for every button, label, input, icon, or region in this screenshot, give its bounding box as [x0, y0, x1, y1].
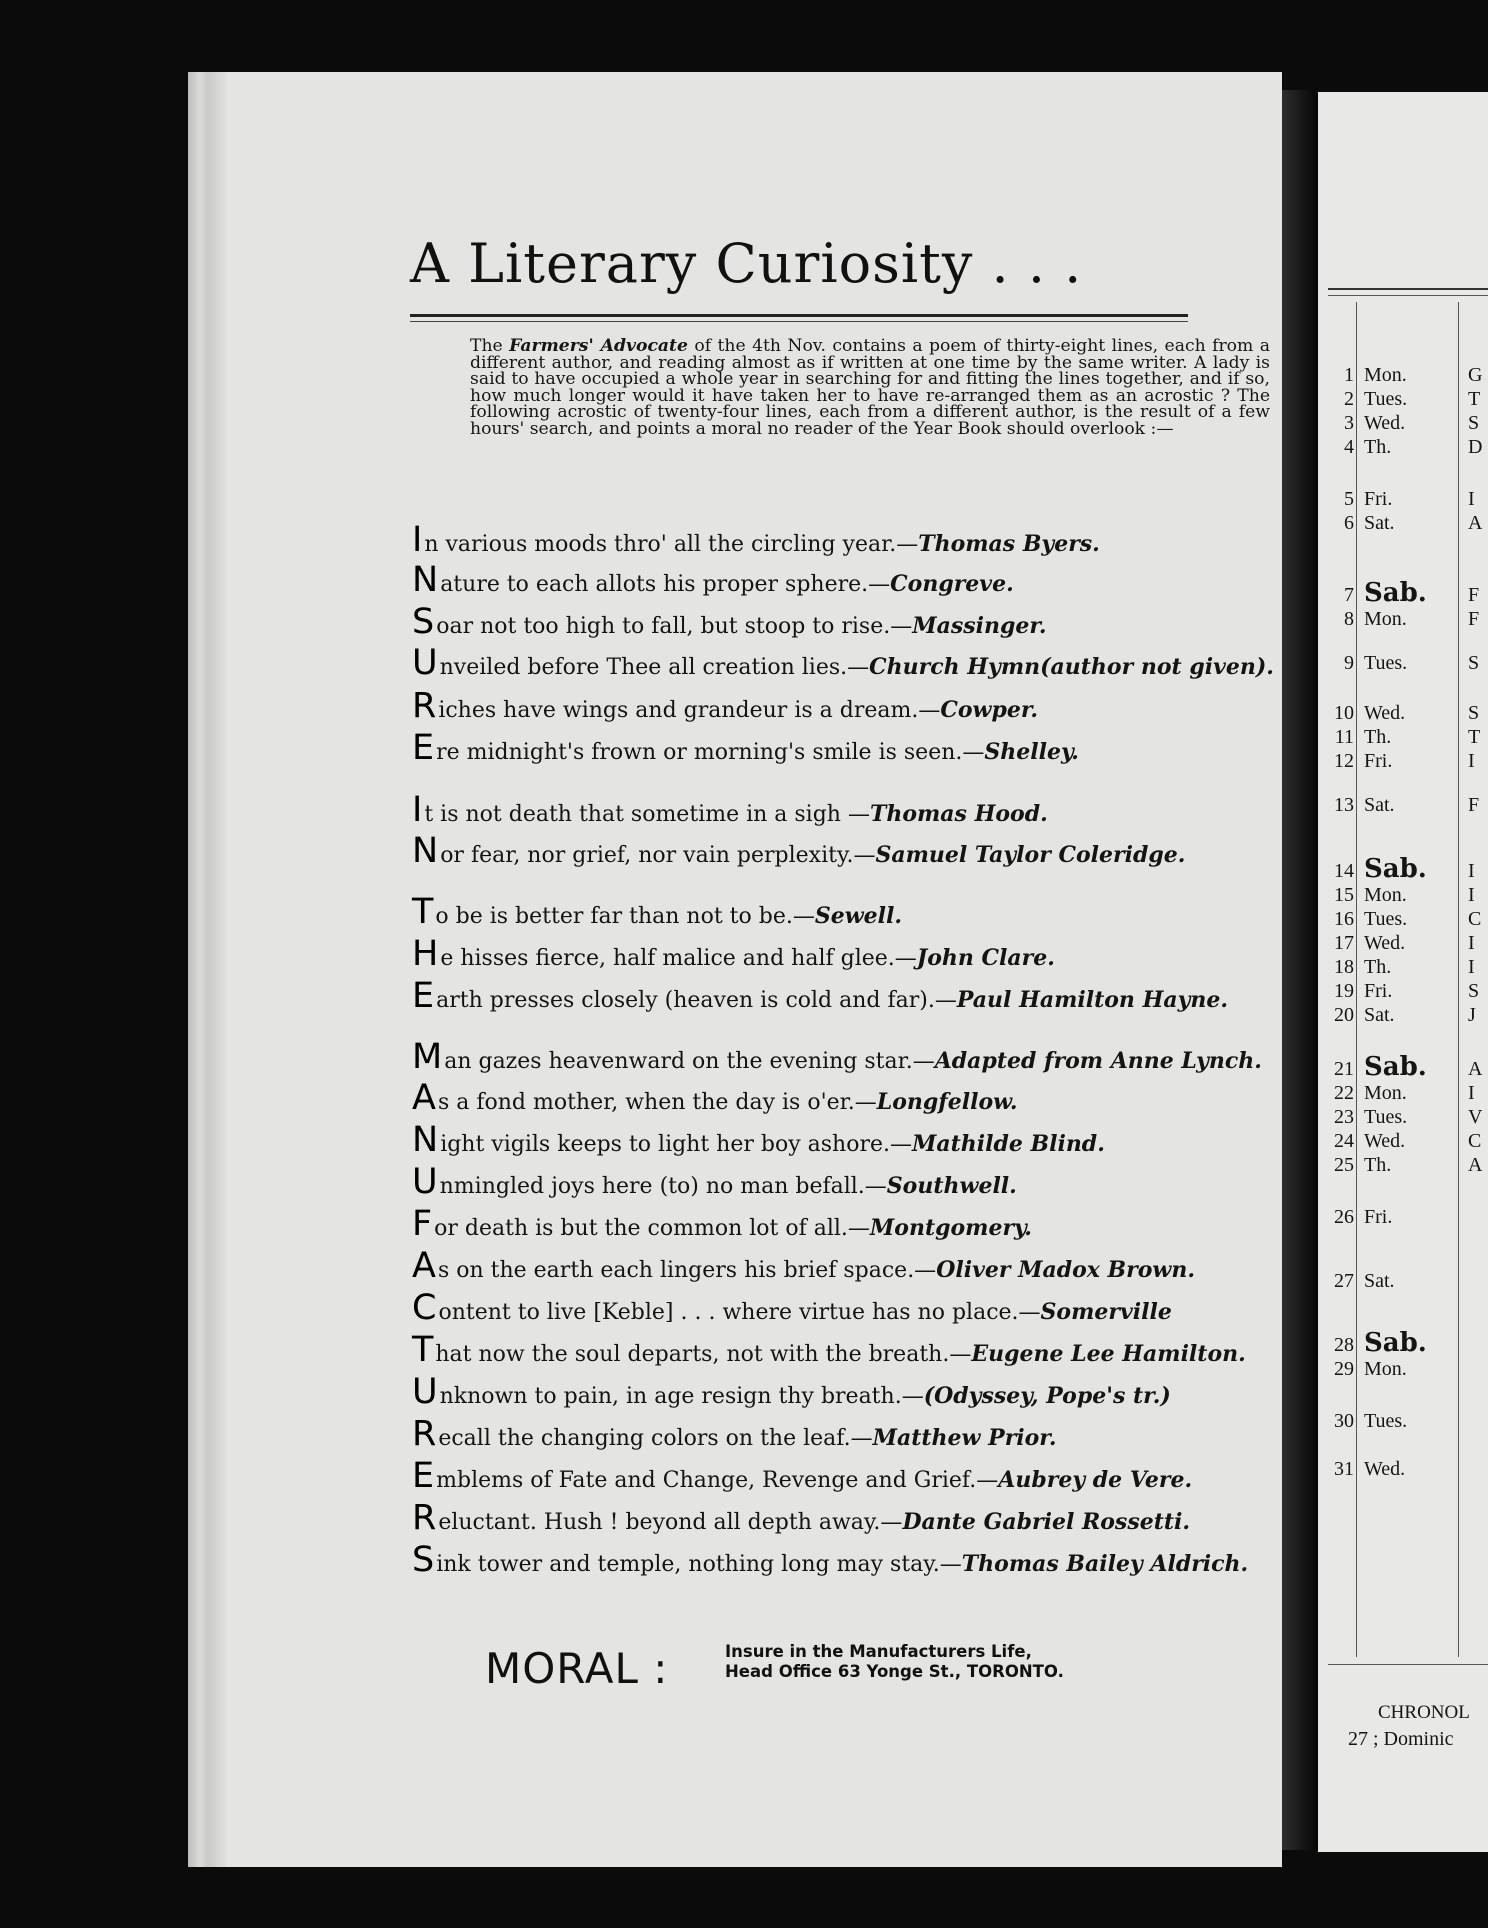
calendar-weekday: Sab.: [1364, 1052, 1427, 1082]
calendar-date: 19: [1334, 980, 1354, 1002]
calendar-weekday: Tues.: [1364, 1410, 1408, 1432]
acrostic-line: [412, 560, 1014, 600]
calendar-weekday: Wed.: [1364, 702, 1406, 724]
acrostic-line: [412, 1456, 1192, 1496]
line-text: hat now the soul departs, not with the breath.—: [435, 1342, 972, 1367]
acrostic-line: [412, 892, 902, 932]
acrostic-line: [412, 976, 1228, 1016]
calendar-weekday: Sab.: [1364, 578, 1427, 608]
acrostic-line: [412, 790, 1048, 830]
calendar-row: [1318, 578, 1488, 608]
calendar-date: 13: [1334, 794, 1354, 816]
calendar-event: A: [1468, 1058, 1483, 1080]
calendar-event: I: [1468, 956, 1475, 978]
acrostic-initial: R: [412, 1498, 437, 1538]
line-text: or death is but the common lot of all.—: [434, 1216, 870, 1241]
acrostic-initial: C: [412, 1288, 437, 1328]
calendar-event: S: [1468, 702, 1480, 724]
calendar-date: 16: [1334, 908, 1354, 930]
line-text: nmingled joys here (to) no man befall.—: [439, 1174, 887, 1199]
calendar-event: I: [1468, 860, 1475, 882]
line-text: s a fond mother, when the day is o'er.—: [437, 1090, 877, 1115]
calendar-weekday: Fri.: [1364, 750, 1393, 772]
line-author: Samuel Taylor Coleridge.: [875, 842, 1186, 868]
moral-line-2: Head Office 63 Yonge St., TORONTO.: [725, 1662, 1064, 1681]
calendar-row: [1318, 1082, 1488, 1106]
calendar-rule-thin: [1328, 295, 1488, 296]
line-author: Thomas Hood.: [869, 801, 1048, 827]
acrostic-initial: N: [412, 831, 439, 871]
calendar-row: [1318, 794, 1488, 818]
calendar-date: 10: [1334, 702, 1354, 724]
calendar-weekday: Tues.: [1364, 1106, 1408, 1128]
line-author: Thomas Byers.: [918, 531, 1100, 557]
acrostic-line: [412, 1372, 1171, 1412]
line-text: s on the earth each lingers his brief space.—: [437, 1258, 937, 1283]
title-rule: [410, 314, 1188, 317]
line-text: mblems of Fate and Change, Revenge and Grief.—: [436, 1468, 999, 1493]
calendar-weekday: Sat.: [1364, 1270, 1395, 1292]
calendar-event: I: [1468, 1082, 1475, 1104]
calendar-weekday: Tues.: [1364, 652, 1408, 674]
line-text: ecall the changing colors on the leaf.—: [438, 1426, 873, 1451]
chronology-heading: CHRONOL: [1378, 1702, 1470, 1723]
acrostic-line: [412, 1120, 1105, 1160]
line-text: ink tower and temple, nothing long may stay.—: [436, 1552, 962, 1577]
intro-text-start: The: [470, 336, 510, 356]
calendar-event: A: [1468, 512, 1483, 534]
line-author: Southwell.: [886, 1173, 1017, 1199]
calendar-event: D: [1468, 436, 1483, 458]
calendar-date: 31: [1334, 1458, 1354, 1480]
calendar-event: C: [1468, 908, 1482, 930]
acrostic-initial: E: [412, 976, 435, 1016]
acrostic-initial: S: [412, 1540, 435, 1580]
line-author: (Odyssey, Pope's tr.): [923, 1383, 1171, 1409]
acrostic-line: [412, 831, 1185, 871]
calendar-weekday: Wed.: [1364, 932, 1406, 954]
calendar-date: 4: [1344, 436, 1354, 458]
line-author: Congreve.: [890, 571, 1014, 597]
line-author: Adapted from Anne Lynch.: [934, 1048, 1262, 1074]
moral-line-1: Insure in the Manufacturers Life,: [725, 1642, 1032, 1661]
calendar-event: G: [1468, 364, 1483, 386]
acrostic-line: [412, 520, 1100, 560]
calendar-date: 21: [1334, 1058, 1354, 1080]
calendar-event: S: [1468, 412, 1480, 434]
calendar-row: [1318, 364, 1488, 388]
line-text: iches have wings and grandeur is a dream.—: [438, 698, 941, 723]
acrostic-initial: U: [412, 1162, 438, 1202]
line-author: Longfellow.: [876, 1089, 1018, 1115]
line-author: John Clare.: [916, 945, 1055, 971]
calendar-date: 28: [1334, 1334, 1354, 1356]
calendar-row: [1318, 1328, 1488, 1358]
calendar-weekday: Tues.: [1364, 388, 1408, 410]
line-author: Mathilde Blind.: [911, 1131, 1105, 1157]
page-title: A Literary Curiosity . . .: [410, 232, 1083, 295]
line-author: Sewell.: [814, 903, 903, 929]
calendar-event: J: [1468, 1004, 1476, 1026]
calendar-date: 12: [1334, 750, 1354, 772]
calendar-weekday: Th.: [1364, 1154, 1392, 1176]
calendar-date: 23: [1334, 1106, 1354, 1128]
page-edge: [188, 72, 228, 1867]
acrostic-initial: E: [412, 728, 435, 768]
calendar-event: F: [1468, 584, 1480, 606]
title-rule-thin: [410, 321, 1188, 322]
calendar-row: [1318, 884, 1488, 908]
calendar-weekday: Mon.: [1364, 608, 1407, 630]
acrostic-line: [412, 1037, 1262, 1077]
calendar-row: [1318, 1206, 1488, 1230]
acrostic-line: [412, 728, 1079, 768]
calendar-weekday: Mon.: [1364, 884, 1407, 906]
moral-text: [725, 1642, 1064, 1682]
line-text: e hisses fierce, half malice and half glee.—: [440, 946, 917, 971]
line-text: arth presses closely (heaven is cold and far).—: [436, 988, 957, 1013]
calendar-row: [1318, 980, 1488, 1004]
calendar-row: [1318, 750, 1488, 774]
acrostic-initial: A: [412, 1246, 436, 1286]
line-text: nknown to pain, in age resign thy breath.—: [439, 1384, 924, 1409]
acrostic-initial: H: [412, 934, 439, 974]
calendar-date: 25: [1334, 1154, 1354, 1176]
calendar-weekday: Tues.: [1364, 908, 1408, 930]
calendar-event: I: [1468, 932, 1475, 954]
calendar-date: 3: [1344, 412, 1354, 434]
calendar-weekday: Mon.: [1364, 364, 1407, 386]
line-text: n various moods thro' all the circling year.—: [424, 532, 919, 557]
line-text: re midnight's frown or morning's smile is seen.—: [436, 740, 985, 765]
moral-block: [485, 1642, 1064, 1693]
line-text: t is not death that sometime in a sigh —: [424, 802, 870, 827]
acrostic-initial: I: [412, 520, 423, 560]
calendar-date: 22: [1334, 1082, 1354, 1104]
acrostic-line: [412, 934, 1055, 974]
acrostic-initial: S: [412, 602, 435, 642]
calendar-weekday: Sat.: [1364, 1004, 1395, 1026]
calendar-weekday: Fri.: [1364, 980, 1393, 1002]
line-text: or fear, nor grief, nor vain perplexity.—: [440, 843, 876, 868]
calendar-row: [1318, 412, 1488, 436]
calendar-event: F: [1468, 608, 1480, 630]
line-text: oar not too high to fall, but stoop to rise.—: [436, 614, 913, 639]
calendar-date: 15: [1334, 884, 1354, 906]
calendar-weekday: Sab.: [1364, 1328, 1427, 1358]
calendar-row: [1318, 702, 1488, 726]
line-text: ight vigils keeps to light her boy ashore.—: [440, 1132, 912, 1157]
calendar-bottom-rule: [1328, 1664, 1488, 1665]
calendar-row: [1318, 956, 1488, 980]
calendar-weekday: Sat.: [1364, 794, 1395, 816]
acrostic-line: [412, 602, 1047, 642]
calendar-weekday: Mon.: [1364, 1358, 1407, 1380]
calendar-date: 30: [1334, 1410, 1354, 1432]
line-author: Montgomery.: [869, 1215, 1032, 1241]
calendar-date: 5: [1344, 488, 1354, 510]
acrostic-line: [412, 1540, 1248, 1580]
line-author: Somerville: [1040, 1299, 1172, 1325]
line-text: ature to each allots his proper sphere.—: [440, 572, 891, 597]
calendar-row: [1318, 1358, 1488, 1382]
calendar-weekday: Th.: [1364, 726, 1392, 748]
calendar-weekday: Th.: [1364, 436, 1392, 458]
calendar-weekday: Wed.: [1364, 1458, 1406, 1480]
line-author: Church Hymn(author not given).: [869, 654, 1274, 680]
line-author: Thomas Bailey Aldrich.: [961, 1551, 1249, 1577]
acrostic-line: [412, 1246, 1195, 1286]
book-gutter: [1282, 90, 1318, 1850]
calendar-row: [1318, 1410, 1488, 1434]
calendar-date: 6: [1344, 512, 1354, 534]
calendar-row: [1318, 1106, 1488, 1130]
acrostic-initial: U: [412, 643, 438, 683]
calendar-weekday: Th.: [1364, 956, 1392, 978]
line-author: Aubrey de Vere.: [998, 1467, 1193, 1493]
acrostic-line: [412, 1078, 1018, 1118]
acrostic-initial: T: [412, 892, 434, 932]
publication-name: Farmers' Advocate: [509, 336, 688, 356]
line-author: Dante Gabriel Rossetti.: [902, 1509, 1191, 1535]
acrostic-initial: T: [412, 1330, 434, 1370]
acrostic-line: [412, 1498, 1190, 1538]
calendar-weekday: Fri.: [1364, 1206, 1393, 1228]
calendar-event: I: [1468, 884, 1475, 906]
intro-paragraph: [470, 338, 1270, 437]
calendar-row: [1318, 726, 1488, 750]
calendar-event: I: [1468, 750, 1475, 772]
calendar-date: 27: [1334, 1270, 1354, 1292]
line-author: Eugene Lee Hamilton.: [971, 1341, 1246, 1367]
acrostic-line: [412, 1288, 1172, 1328]
calendar-row: [1318, 1270, 1488, 1294]
intro-text-rest: of the 4th Nov. contains a poem of thirty-eight lines, each from a different author, and reading almost as if written at one time by the same writer. A lady is said to have occupied a whole year in searching for and fitting the lines together, and if so, how much longer would it have taken her to have re-arranged them as an acrostic ? The following acrostic of twenty-four lines, each from a different author, is the result of a few hours' search, and points a moral no reader of the Year Book should overlook :—: [470, 336, 1270, 439]
line-text: ontent to live [Keble] . . . where virtue has no place.—: [438, 1300, 1041, 1325]
line-author: Massinger.: [912, 613, 1047, 639]
calendar-event: S: [1468, 652, 1480, 674]
calendar-row: [1318, 1154, 1488, 1178]
calendar-date: 20: [1334, 1004, 1354, 1026]
acrostic-initial: R: [412, 686, 437, 726]
calendar-rule: [1328, 288, 1488, 290]
line-author: Paul Hamilton Hayne.: [956, 987, 1229, 1013]
acrostic-line: [412, 686, 1038, 726]
acrostic-line: [412, 1414, 1057, 1454]
acrostic-initial: U: [412, 1372, 438, 1412]
acrostic-initial: E: [412, 1456, 435, 1496]
acrostic-initial: R: [412, 1414, 437, 1454]
calendar-event: S: [1468, 980, 1480, 1002]
acrostic-line: [412, 1330, 1246, 1370]
calendar-date: 26: [1334, 1206, 1354, 1228]
calendar-date: 1: [1344, 364, 1354, 386]
acrostic-initial: M: [412, 1037, 443, 1077]
line-text: an gazes heavenward on the evening star.—: [444, 1049, 935, 1074]
acrostic-initial: N: [412, 560, 439, 600]
calendar-row: [1318, 652, 1488, 676]
acrostic-line: [412, 1162, 1017, 1202]
calendar-date: 29: [1334, 1358, 1354, 1380]
acrostic-initial: A: [412, 1078, 436, 1118]
calendar-date: 17: [1334, 932, 1354, 954]
calendar-row: [1318, 1052, 1488, 1082]
calendar-date: 8: [1344, 608, 1354, 630]
line-author: Matthew Prior.: [872, 1425, 1057, 1451]
acrostic-line: [412, 643, 1274, 683]
acrostic-initial: N: [412, 1120, 439, 1160]
calendar-event: T: [1468, 726, 1481, 748]
calendar-weekday: Sab.: [1364, 854, 1427, 884]
calendar-row: [1318, 436, 1488, 460]
line-text: eluctant. Hush ! beyond all depth away.—: [438, 1510, 903, 1535]
acrostic-initial: I: [412, 790, 423, 830]
calendar-row: [1318, 388, 1488, 412]
moral-label: MORAL :: [485, 1644, 669, 1693]
calendar-row: [1318, 1458, 1488, 1482]
calendar-row: [1318, 1004, 1488, 1028]
calendar-event: A: [1468, 1154, 1483, 1176]
calendar-page: [1318, 92, 1488, 1852]
line-text: nveiled before Thee all creation lies.—: [439, 655, 870, 680]
calendar-row: [1318, 608, 1488, 632]
calendar-weekday: Mon.: [1364, 1082, 1407, 1104]
calendar-weekday: Wed.: [1364, 1130, 1406, 1152]
calendar-date: 24: [1334, 1130, 1354, 1152]
chronology-text: 27 ; Dominic: [1348, 1728, 1454, 1750]
acrostic-line: [412, 1204, 1032, 1244]
calendar-date: 2: [1344, 388, 1354, 410]
calendar-event: C: [1468, 1130, 1482, 1152]
calendar-weekday: Sat.: [1364, 512, 1395, 534]
calendar-date: 18: [1334, 956, 1354, 978]
calendar-weekday: Fri.: [1364, 488, 1393, 510]
calendar-weekday: Wed.: [1364, 412, 1406, 434]
calendar-date: 7: [1344, 584, 1354, 606]
calendar-row: [1318, 854, 1488, 884]
calendar-date: 11: [1334, 726, 1354, 748]
calendar-event: F: [1468, 794, 1480, 816]
calendar-row: [1318, 488, 1488, 512]
calendar-event: I: [1468, 488, 1475, 510]
calendar-row: [1318, 512, 1488, 536]
line-author: Cowper.: [940, 697, 1039, 723]
calendar-event: T: [1468, 388, 1481, 410]
calendar-row: [1318, 908, 1488, 932]
acrostic-initial: F: [412, 1204, 433, 1244]
line-text: o be is better far than not to be.—: [435, 904, 815, 929]
line-author: Oliver Madox Brown.: [936, 1257, 1195, 1283]
line-author: Shelley.: [984, 739, 1079, 765]
calendar-row: [1318, 932, 1488, 956]
calendar-date: 9: [1344, 652, 1354, 674]
calendar-event: V: [1468, 1106, 1483, 1128]
calendar-date: 14: [1334, 860, 1354, 882]
calendar-row: [1318, 1130, 1488, 1154]
